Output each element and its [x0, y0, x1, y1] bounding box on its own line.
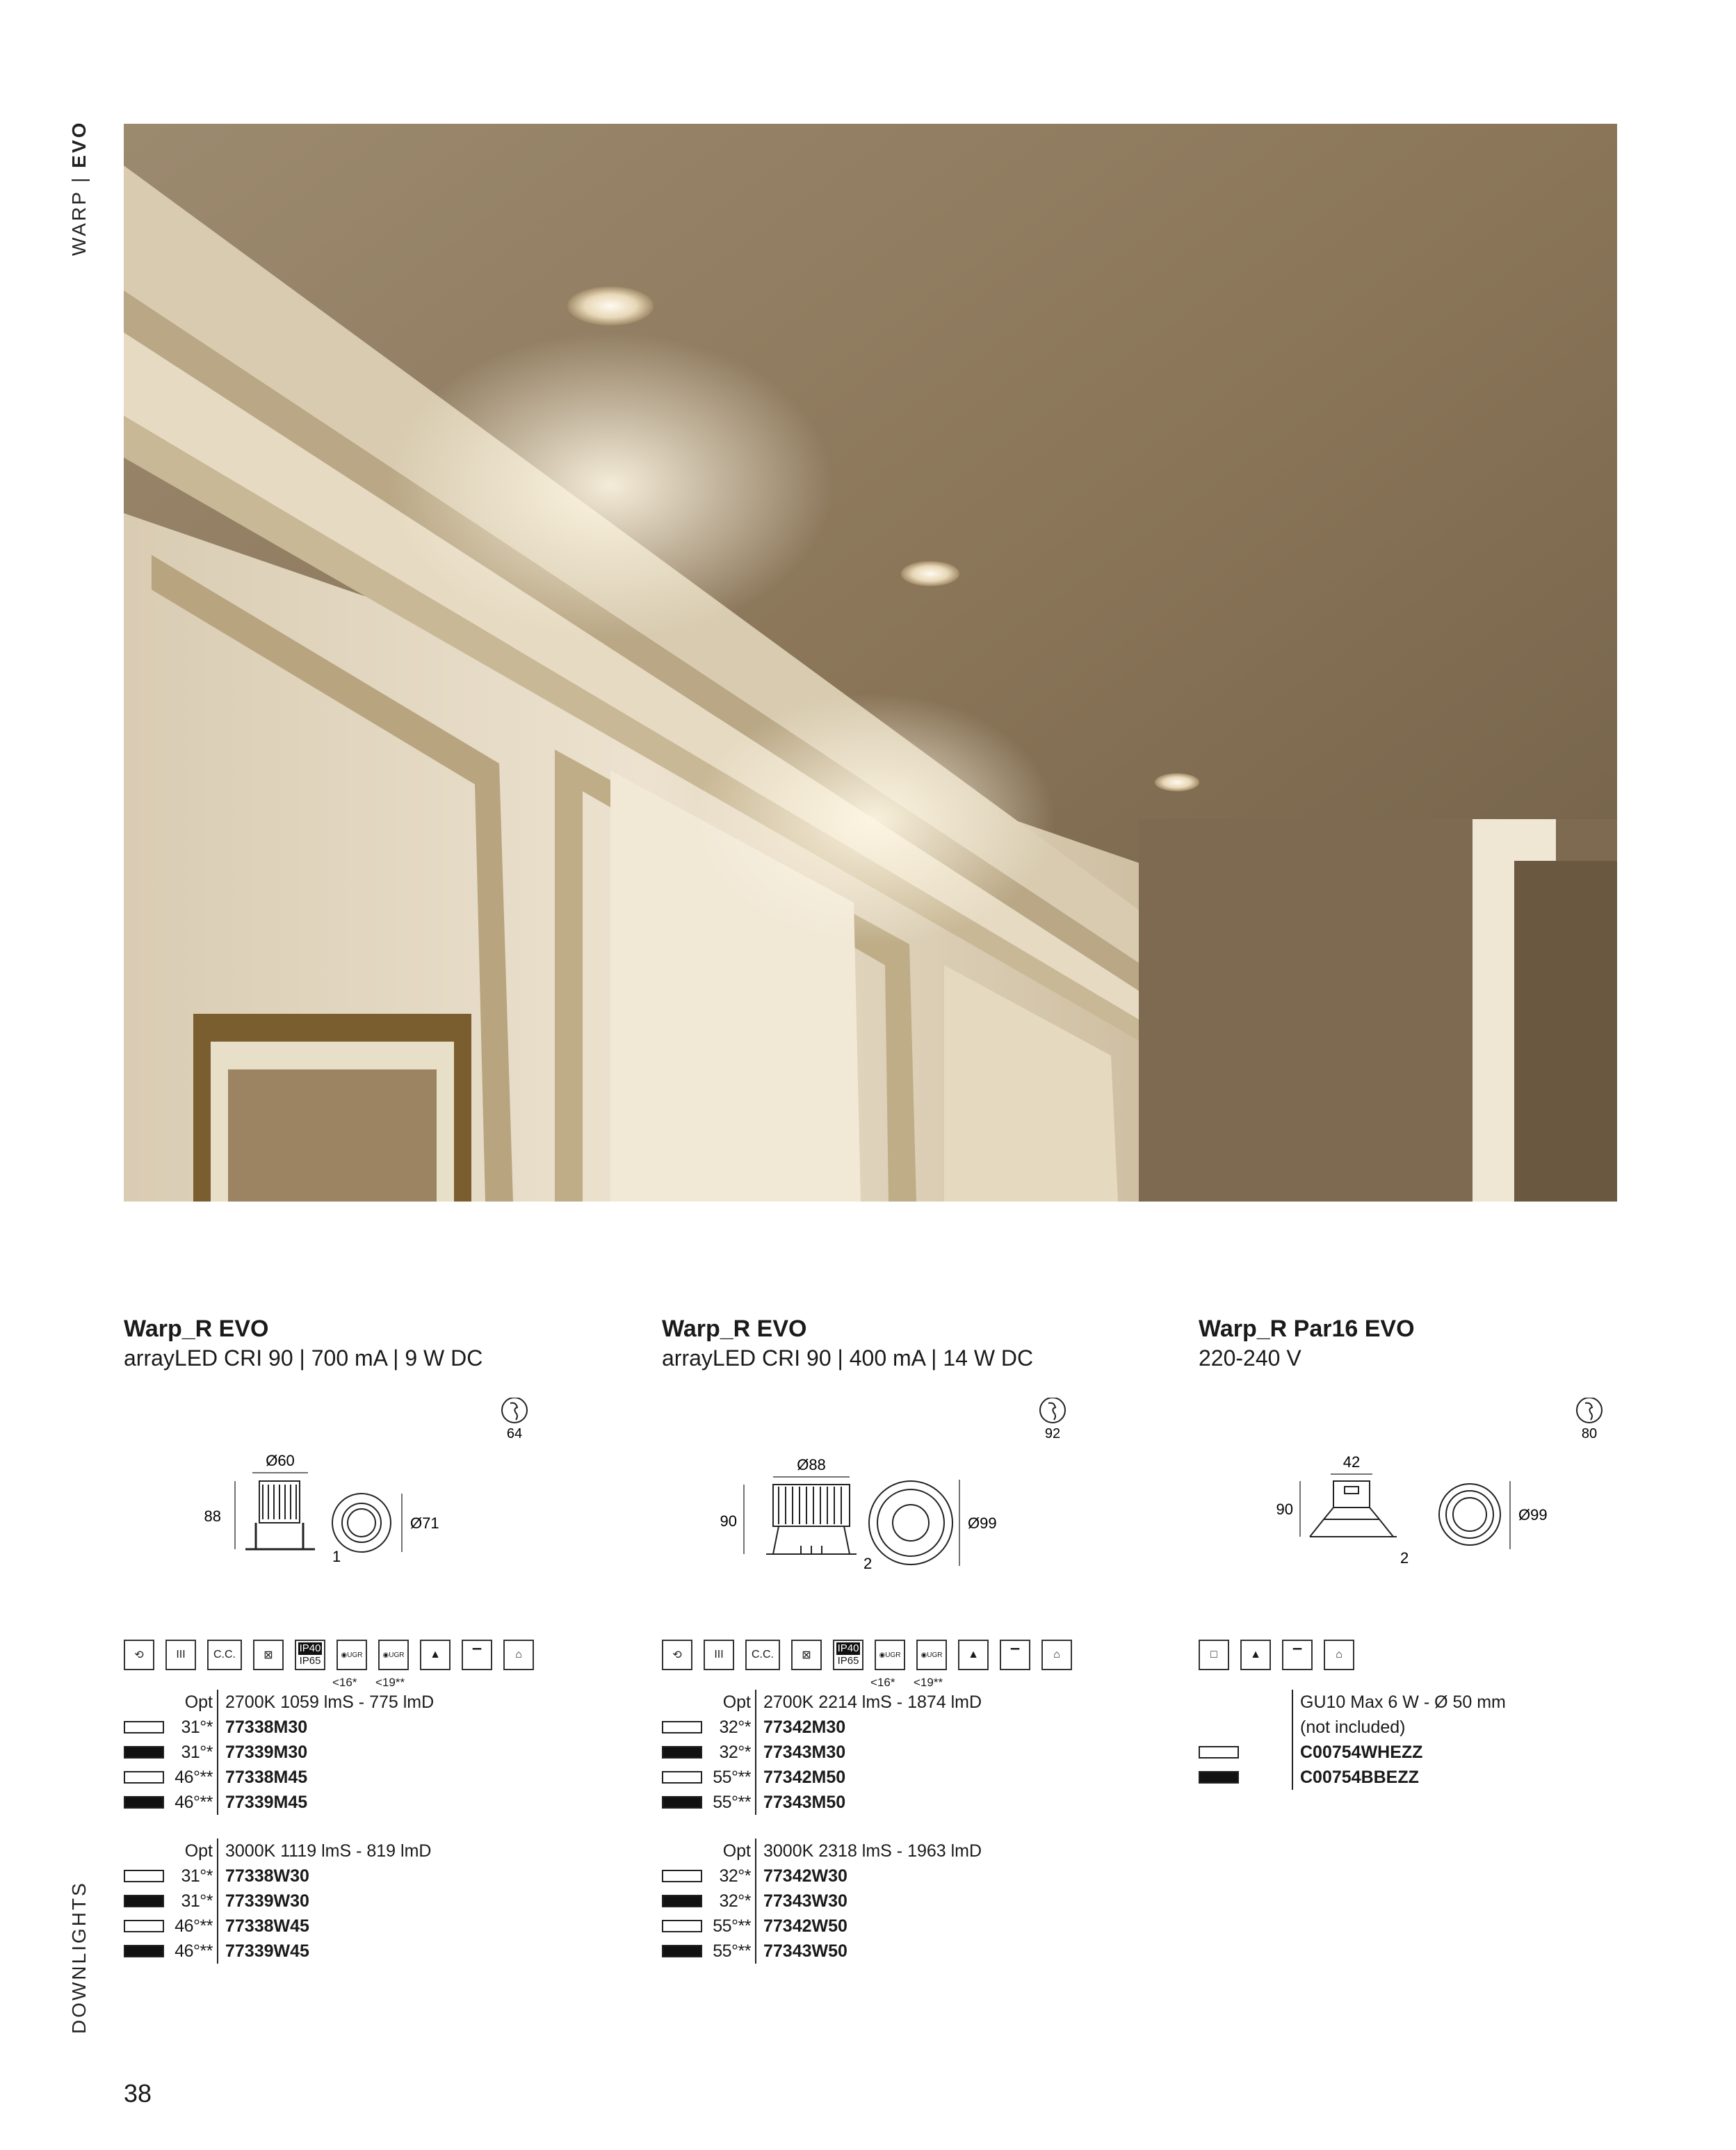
- product-title: Warp_R EVO: [124, 1316, 269, 1342]
- black-finish-swatch: [662, 1895, 702, 1907]
- table-row: 32°* 77343M30: [662, 1740, 1162, 1765]
- class3-icon: III: [165, 1640, 196, 1670]
- ugr-icon: ◉ UGR: [378, 1640, 409, 1670]
- ugr-label: <16*: [870, 1676, 895, 1689]
- table-row: 31°* 77338M30: [124, 1715, 624, 1740]
- class3-icon: III: [704, 1640, 734, 1670]
- ip-rating-icon: IP40 IP65: [295, 1640, 325, 1670]
- indoor-icon: ⌂: [1324, 1640, 1354, 1670]
- product-title: Warp_R EVO: [662, 1316, 807, 1342]
- table-row: 46°** 77339W45: [124, 1939, 624, 1964]
- ugr-icon: ◉ UGR: [875, 1640, 905, 1670]
- dim-height: 88: [204, 1508, 221, 1525]
- table-row: 46°** 77338W45: [124, 1914, 624, 1939]
- cutout-icon: [502, 1398, 527, 1423]
- product-column-1: [124, 1314, 624, 1961]
- dimension-drawing: [1199, 1398, 1630, 1585]
- ip-rating-icon: IP40 IP65: [833, 1640, 863, 1670]
- ugr-label: <16*: [332, 1676, 357, 1689]
- black-finish-swatch: [124, 1746, 164, 1759]
- dim-front: Ø99: [1518, 1506, 1548, 1523]
- rotate-icon: ⟲: [662, 1640, 692, 1670]
- constant-current-icon: C.C.: [745, 1640, 780, 1670]
- white-finish-swatch: [662, 1870, 702, 1882]
- no-insulation-icon: ⊠: [791, 1640, 822, 1670]
- table-row: 55°** 77342M50: [662, 1765, 1162, 1790]
- product-column-3: [1199, 1314, 1699, 1787]
- table-row: 55°** 77343W50: [662, 1939, 1162, 1964]
- table-row: 46°** 77339M45: [124, 1790, 624, 1815]
- cutout-value: 92: [1044, 1426, 1061, 1441]
- dim-width: 42: [1342, 1453, 1361, 1471]
- dim-width: Ø88: [797, 1456, 826, 1473]
- category-label: DOWNLIGHTS: [68, 1881, 90, 2034]
- white-finish-swatch: [124, 1920, 164, 1932]
- ambience-photo: [124, 124, 1617, 1202]
- product-column-2: [662, 1314, 1162, 1961]
- dim-trim: 2: [863, 1555, 873, 1572]
- no-insulation-icon: ⊠: [253, 1640, 284, 1670]
- dim-height: 90: [720, 1512, 737, 1530]
- indoor-icon: ⌂: [503, 1640, 534, 1670]
- code-table-2700k: Opt 2700K 1059 lmS - 775 lmD 31°* 77338M30 31°* 77339M30 46°** 77338M45 46°** 77339M45: [124, 1690, 624, 1815]
- black-finish-swatch: [124, 1895, 164, 1907]
- class1-icon: □: [1199, 1640, 1229, 1670]
- table-row: C00754BBEZZ: [1199, 1765, 1699, 1790]
- beam-icon: ▲: [1240, 1640, 1271, 1670]
- cutout-value: 64: [506, 1426, 523, 1441]
- dim-trim: 1: [332, 1548, 341, 1565]
- product-title: Warp_R Par16 EVO: [1199, 1316, 1415, 1342]
- table-row: 32°* 77343W30: [662, 1889, 1162, 1914]
- cutout-icon: [1577, 1398, 1602, 1423]
- dim-front: Ø99: [968, 1514, 997, 1532]
- recessed-icon: ▔: [1000, 1640, 1030, 1670]
- white-finish-swatch: [662, 1920, 702, 1932]
- rotate-icon: ⟲: [124, 1640, 154, 1670]
- black-finish-swatch: [124, 1945, 164, 1957]
- table-row: 46°** 77338M45: [124, 1765, 624, 1790]
- black-finish-swatch: [124, 1796, 164, 1809]
- product-spec: arrayLED CRI 90 | 700 mA | 9 W DC: [124, 1345, 483, 1371]
- table-row: 32°* 77342W30: [662, 1864, 1162, 1889]
- table-row: 31°* 77339W30: [124, 1889, 624, 1914]
- dim-width: Ø60: [266, 1452, 295, 1469]
- white-finish-swatch: [662, 1721, 702, 1733]
- series-label: WARP | EVO: [68, 120, 90, 256]
- black-finish-swatch: [662, 1796, 702, 1809]
- dim-front: Ø71: [410, 1514, 439, 1532]
- code-table-2700k: Opt 2700K 2214 lmS - 1874 lmD 32°* 77342M30 32°* 77343M30 55°** 77342M50 55°** 77343M50: [662, 1690, 1162, 1815]
- table-row: 55°** 77343M50: [662, 1790, 1162, 1815]
- ugr-icon: ◉ UGR: [336, 1640, 367, 1670]
- page-number: 38: [124, 2079, 152, 2108]
- white-finish-swatch: [124, 1870, 164, 1882]
- white-finish-swatch: [124, 1771, 164, 1784]
- beam-icon: ▲: [420, 1640, 451, 1670]
- ugr-label: <19**: [914, 1676, 943, 1689]
- indoor-icon: ⌂: [1041, 1640, 1072, 1670]
- dim-height: 90: [1276, 1501, 1293, 1518]
- beam-icon: ▲: [958, 1640, 989, 1670]
- table-row: 32°* 77342M30: [662, 1715, 1162, 1740]
- ugr-icon: ◉ UGR: [916, 1640, 947, 1670]
- white-finish-swatch: [124, 1721, 164, 1733]
- cutout-icon: [1040, 1398, 1065, 1423]
- constant-current-icon: C.C.: [207, 1640, 242, 1670]
- dimension-drawing: [662, 1398, 1093, 1585]
- dim-trim: 2: [1400, 1549, 1409, 1567]
- ugr-label: <19**: [375, 1676, 405, 1689]
- white-finish-swatch: [1199, 1746, 1239, 1759]
- table-row: 31°* 77338W30: [124, 1864, 624, 1889]
- code-table-3000k: Opt 3000K 2318 lmS - 1963 lmD 32°* 77342W30 32°* 77343W30 55°** 77342W50 55°** 77343W50: [662, 1838, 1162, 1964]
- recessed-icon: ▔: [1282, 1640, 1313, 1670]
- black-finish-swatch: [662, 1945, 702, 1957]
- product-spec: 220-240 V: [1199, 1345, 1301, 1371]
- code-table-3000k: Opt 3000K 1119 lmS - 819 lmD 31°* 77338W30 31°* 77339W30 46°** 77338W45 46°** 77339W45: [124, 1838, 624, 1964]
- dimension-drawing: [124, 1398, 555, 1585]
- cutout-value: 80: [1581, 1426, 1598, 1441]
- black-finish-swatch: [1199, 1771, 1239, 1784]
- black-finish-swatch: [662, 1746, 702, 1759]
- product-spec: arrayLED CRI 90 | 400 mA | 14 W DC: [662, 1345, 1034, 1371]
- white-finish-swatch: [662, 1771, 702, 1784]
- recessed-icon: ▔: [462, 1640, 492, 1670]
- table-row: 31°* 77339M30: [124, 1740, 624, 1765]
- table-row: C00754WHEZZ: [1199, 1740, 1699, 1765]
- table-row: 55°** 77342W50: [662, 1914, 1162, 1939]
- code-table: GU10 Max 6 W - Ø 50 mm (not included) C00754WHEZZ C00754BBEZZ: [1199, 1690, 1699, 1790]
